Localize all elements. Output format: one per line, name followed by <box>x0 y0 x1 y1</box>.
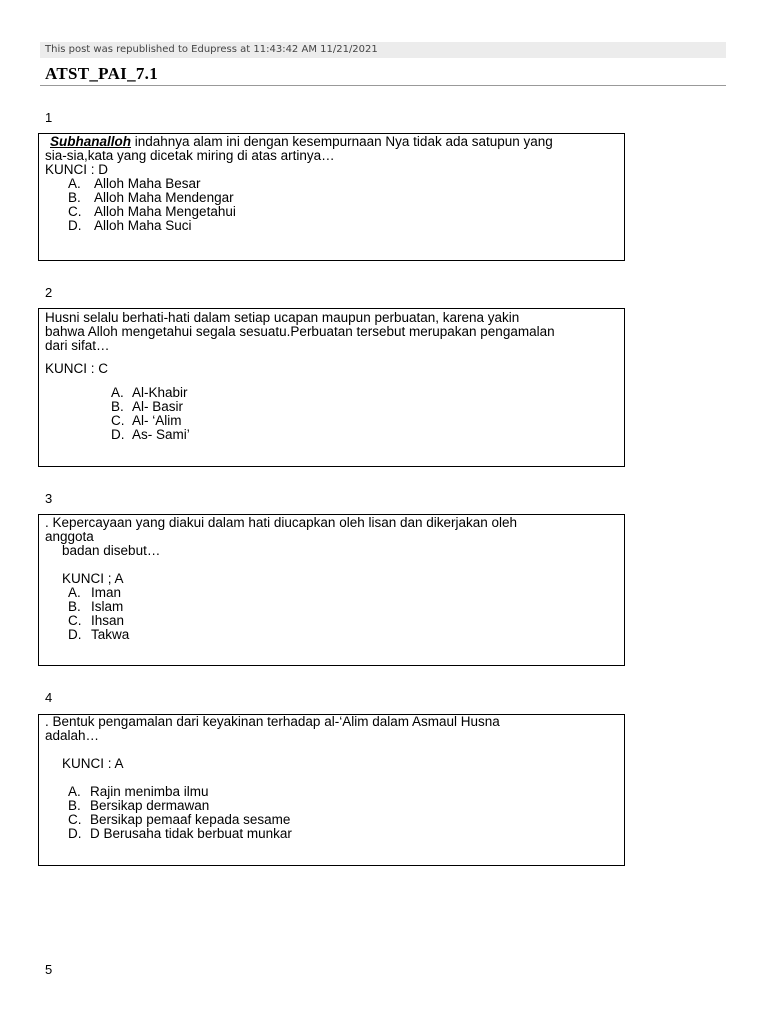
answer-option <box>111 400 183 414</box>
answer-option <box>68 600 123 614</box>
answer-option <box>68 586 121 600</box>
answer-option <box>68 785 209 799</box>
answer-option <box>68 191 234 205</box>
question-text: anggota <box>45 529 94 544</box>
option-text: Alloh Maha Mengetahui <box>94 204 236 219</box>
option-letter: D. <box>68 627 82 642</box>
option-letter: D. <box>111 427 125 442</box>
option-text: Bersikap dermawan <box>90 798 210 813</box>
question-text: badan disebut… <box>62 543 161 558</box>
question-box-4 <box>38 714 625 866</box>
question-text: . Bentuk pengamalan dari keyakinan terhadap al-‘Alim dalam Asmaul Husna <box>45 714 500 729</box>
option-text: As- Sami’ <box>132 427 190 442</box>
answer-option <box>68 219 192 233</box>
answer-option <box>111 386 188 400</box>
answer-option <box>111 414 182 428</box>
option-text: Al- Basir <box>132 399 184 414</box>
question-number: 2 <box>45 285 53 300</box>
question-emphasis: Subhanalloh <box>50 134 131 149</box>
option-text: D Berusaha tidak berbuat munkar <box>90 826 292 841</box>
question-number: 5 <box>45 962 53 977</box>
option-text: Alloh Maha Suci <box>94 218 192 233</box>
answer-option <box>68 827 292 841</box>
option-letter: C. <box>68 613 82 628</box>
page-title: ATST_PAI_7.1 <box>45 64 159 83</box>
answer-option <box>68 614 124 628</box>
option-text: Al- ‘Alim <box>132 413 182 428</box>
question-text: . Kepercayaan yang diakui dalam hati diucapkan oleh lisan dan dikerjakan oleh <box>45 515 518 530</box>
answer-key: KUNCI : D <box>45 162 109 177</box>
answer-option <box>111 428 190 442</box>
question-text: dari sifat… <box>45 338 110 353</box>
republish-banner: This post was republished to Edupress at 11:43:42 AM 11/21/2021 <box>40 42 726 58</box>
option-text: Alloh Maha Mendengar <box>94 190 234 205</box>
option-text: Rajin menimba ilmu <box>90 784 209 799</box>
option-letter: C. <box>111 413 125 428</box>
option-letter: A. <box>68 784 81 799</box>
question-box-1 <box>38 133 625 261</box>
question-text: indahnya alam ini dengan kesempurnaan Nya tidak ada satupun yang <box>131 134 553 149</box>
option-letter: C. <box>68 204 82 219</box>
title-divider <box>40 85 726 86</box>
answer-option <box>68 799 209 813</box>
option-letter: A. <box>68 585 81 600</box>
option-text: Bersikap pemaaf kepada sesame <box>90 812 291 827</box>
option-letter: B. <box>68 190 81 205</box>
question-box-3 <box>38 514 625 666</box>
question-number: 3 <box>45 491 53 506</box>
answer-key: KUNCI : C <box>45 361 109 376</box>
question-number: 1 <box>45 110 53 125</box>
option-letter: C. <box>68 812 82 827</box>
question-text: Husni selalu berhati-hati dalam setiap ucapan maupun perbuatan, karena yakin <box>45 310 520 325</box>
question-box-2 <box>38 308 625 467</box>
option-text: Iman <box>91 585 122 600</box>
option-letter: D. <box>68 826 82 841</box>
question-text: sia-sia,kata yang dicetak miring di atas artinya… <box>45 148 335 163</box>
answer-option <box>68 177 201 191</box>
option-text: Islam <box>91 599 124 614</box>
option-letter: B. <box>68 798 81 813</box>
answer-option <box>68 205 236 219</box>
option-text: Ihsan <box>91 613 125 628</box>
answer-key: KUNCI ; A <box>62 571 124 586</box>
question-text: bahwa Alloh mengetahui segala sesuatu.Perbuatan tersebut merupakan pengamalan <box>45 324 555 339</box>
option-letter: A. <box>111 385 124 400</box>
answer-option <box>68 628 129 642</box>
option-text: Al-Khabir <box>132 385 188 400</box>
option-text: Alloh Maha Besar <box>94 176 201 191</box>
option-letter: B. <box>111 399 124 414</box>
option-letter: A. <box>68 176 81 191</box>
answer-option <box>68 813 290 827</box>
answer-key: KUNCI : A <box>62 756 124 771</box>
option-text: Takwa <box>91 627 130 642</box>
option-letter: D. <box>68 218 82 233</box>
question-number: 4 <box>45 690 53 705</box>
option-letter: B. <box>68 599 81 614</box>
question-text: adalah… <box>45 728 100 743</box>
